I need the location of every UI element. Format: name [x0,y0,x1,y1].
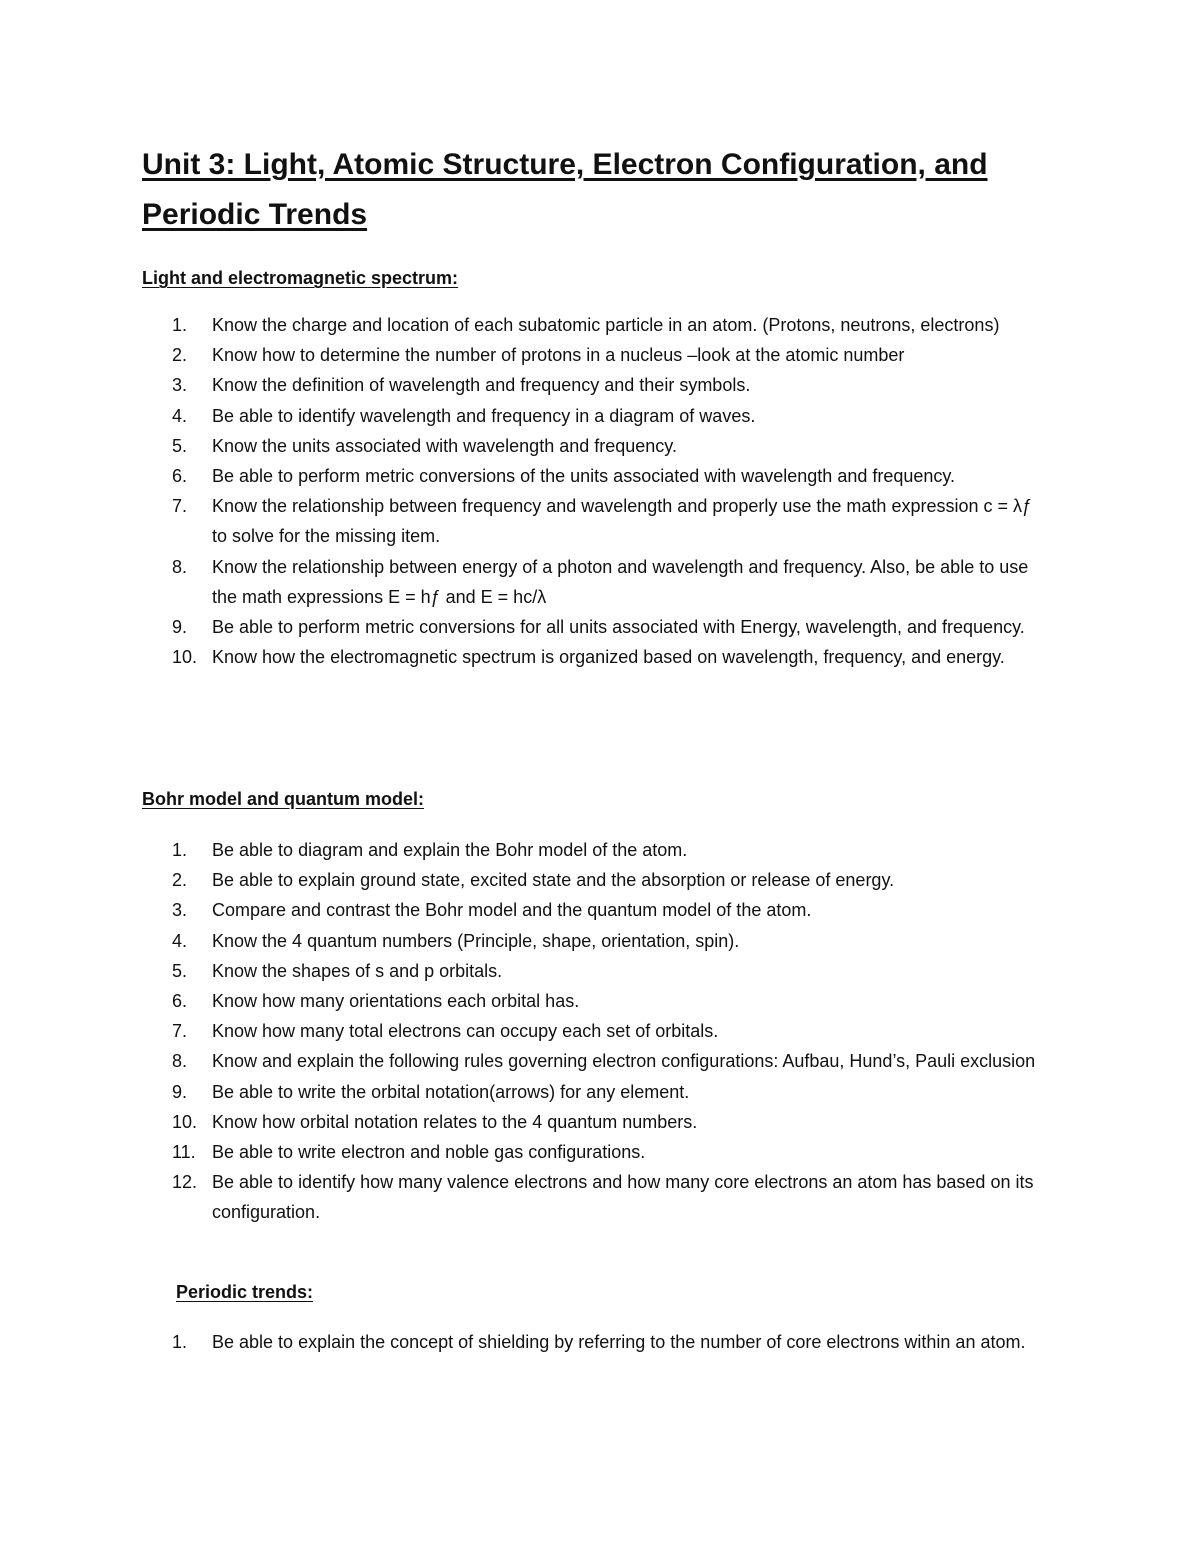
item-text: Know how orbital notation relates to the 4 quantum numbers. [212,1111,698,1132]
section-heading-light: Light and electromagnetic spectrum: [142,268,459,288]
item-text: Be able to diagram and explain the Bohr model of the atom. [212,840,688,860]
list-item [172,1046,1052,1076]
list-item [172,835,1052,865]
item-number: 12. [172,1172,198,1193]
list-item [172,612,1052,642]
item-text: Be able to write the orbital notation(arrows) for any element. [212,1081,690,1102]
item-number: 4. [172,405,188,426]
item-text: Be able to identify wavelength and frequency in a diagram of waves. [212,405,756,426]
list-item [172,865,1052,895]
list-item [172,431,1052,461]
list-item [172,926,1052,956]
item-number: 10. [172,1111,198,1132]
list-item [172,1077,1052,1107]
item-number: 7. [172,1021,188,1042]
list-item [172,895,1052,925]
item-text: Know the charge and location of each subatomic particle in an atom. (Protons, neutrons, electrons) [212,315,1000,335]
item-text: Be able to write electron and noble gas configurations. [212,1142,646,1163]
item-number: 11. [172,1142,196,1163]
list-item [172,340,1052,370]
list-item [172,1016,1052,1046]
list-item [172,956,1052,986]
list-item [172,1137,1052,1167]
item-number: 1. [172,1332,188,1352]
item-number: 5. [172,435,188,456]
list-item [172,1167,1052,1227]
item-number: 7. [172,496,188,517]
list-item [172,1107,1052,1137]
list-item [172,1327,1052,1357]
item-text: Know how the electromagnetic spectrum is organized based on wavelength, frequency, and energy. [212,647,1005,668]
list-bohr [172,835,1052,1228]
item-number: 1. [172,315,188,335]
item-number: 6. [172,991,188,1012]
item-number: 8. [172,556,188,577]
item-text: Compare and contrast the Bohr model and the quantum model of the atom. [212,900,812,921]
item-number: 5. [172,960,188,981]
item-text: Know how many total electrons can occupy each set of orbitals. [212,1021,719,1042]
list-item [172,401,1052,431]
item-text: Know the 4 quantum numbers (Principle, shape, orientation, spin). [212,930,740,951]
page-title: Unit 3: Light, Atomic Structure, Electron Configuration, and Periodic Trends [142,148,988,231]
item-text: Know how to determine the number of protons in a nucleus –look at the atomic number [212,345,905,366]
item-text: Know the relationship between energy of a photon and wavelength and frequency. Also, be able to use the math expressions E = hƒ and E = hc/λ [212,556,1029,607]
item-number: 6. [172,466,188,487]
item-text: Be able to perform metric conversions for all units associated with Energy, wavelength, and frequency. [212,617,1025,638]
list-item [172,986,1052,1016]
list-periodic [172,1327,1052,1357]
item-text: Know the shapes of s and p orbitals. [212,960,503,981]
item-text: Be able to explain ground state, excited state and the absorption or release of energy. [212,870,895,891]
item-text: Be able to identify how many valence electrons and how many core electrons an atom has based on its configuration. [212,1172,1034,1223]
list-item [172,491,1052,551]
item-number: 9. [172,617,188,638]
item-text: Know and explain the following rules governing electron configurations: Aufbau, Hund’s, Pauli exclusion [212,1051,1036,1072]
list-light [172,310,1052,672]
item-number: 1. [172,840,188,860]
item-text: Know the definition of wavelength and frequency and their symbols. [212,375,751,396]
item-text: Know the relationship between frequency and wavelength and properly use the math expression c = λƒ to solve for the missing item. [212,496,1033,547]
item-number: 4. [172,930,188,951]
item-number: 9. [172,1081,188,1102]
list-item [172,370,1052,400]
item-number: 2. [172,345,188,366]
item-number: 2. [172,870,188,891]
list-item [172,310,1052,340]
section-heading-periodic: Periodic trends: [176,1282,314,1302]
item-number: 3. [172,900,188,921]
item-number: 3. [172,375,188,396]
item-number: 10. [172,647,198,668]
item-text: Be able to explain the concept of shielding by referring to the number of core electrons within an atom. [212,1332,1026,1352]
item-text: Know the units associated with wavelength and frequency. [212,435,677,456]
item-text: Be able to perform metric conversions of the units associated with wavelength and frequency. [212,466,956,487]
item-text: Know how many orientations each orbital has. [212,991,580,1012]
list-item [172,642,1052,672]
list-item [172,552,1052,612]
item-number: 8. [172,1051,188,1072]
list-item [172,461,1052,491]
section-heading-bohr: Bohr model and quantum model: [142,789,424,809]
